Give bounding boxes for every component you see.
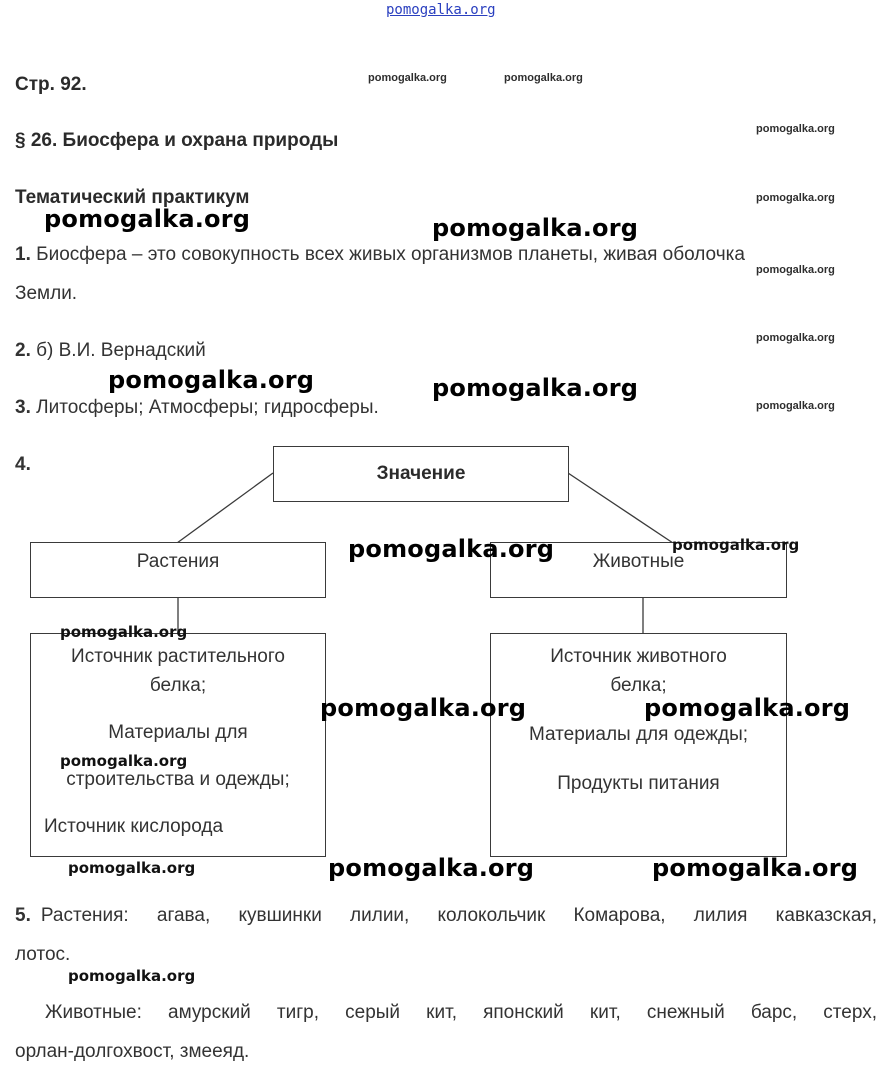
answer-4-number: 4. (15, 454, 31, 475)
connector-root-plants (177, 473, 273, 543)
watermark-small: pomogalka.org (368, 72, 447, 84)
watermark-large: pomogalka.org (652, 854, 859, 882)
diagram-animals-content-box (490, 633, 787, 857)
answer-5-animals-line-2: орлан-долгохвост, змееяд. (15, 1041, 250, 1062)
watermark-medium: pomogalka.org (68, 859, 196, 877)
animals-line: Продукты питания (557, 773, 720, 794)
watermark-large: pomogalka.org (320, 694, 527, 722)
watermark-small: pomogalka.org (756, 400, 835, 412)
plants-spacer (31, 794, 325, 812)
watermark-top-link[interactable]: pomogalka.org (386, 2, 496, 18)
answer-2-number: 2. (15, 340, 31, 361)
diagram-plants-box (30, 542, 326, 598)
connector-root-animals (568, 473, 673, 543)
watermark-small: pomogalka.org (756, 123, 835, 135)
answer-3-text: Литосферы; Атмосферы; гидросферы. (36, 397, 379, 418)
plants-content-list (31, 634, 325, 841)
watermark-medium: pomogalka.org (672, 536, 800, 554)
watermark-large: pomogalka.org (432, 214, 639, 242)
plants-line: Материалы для (108, 722, 248, 743)
animals-spacer (491, 749, 786, 769)
answer-5-number: 5. (15, 905, 31, 926)
watermark-large: pomogalka.org (108, 366, 315, 394)
section-title: § 26. Биосфера и охрана природы (15, 130, 339, 151)
answer-5-animals-line-1: Животные: амурский тигр, серый кит, японский кит, снежный барс, стерх, (45, 1002, 877, 1023)
answer-1-text: Биосфера – это совокупность всех живых организмов планеты, живая оболочка (36, 244, 745, 265)
answer-1-number: 1. (15, 244, 31, 265)
plants-line: Источник растительного (71, 646, 285, 667)
diagram-animals-title: Животные (592, 551, 685, 572)
diagram-root-label: Значение (376, 463, 466, 484)
answer-5-plants-line-1 (15, 905, 877, 927)
watermark-large: pomogalka.org (44, 205, 251, 233)
watermark-medium: pomogalka.org (68, 967, 196, 985)
diagram-plants-title: Растения (136, 551, 220, 572)
diagram-root-box (273, 446, 569, 502)
watermark-large: pomogalka.org (644, 694, 851, 722)
plants-line: строительства и одежды; (66, 769, 290, 790)
plants-spacer (31, 700, 325, 718)
watermark-large: pomogalka.org (432, 374, 639, 402)
answer-5-plants-line-2: лотос. (15, 944, 71, 965)
answer-3-number: 3. (15, 397, 31, 418)
watermark-large: pomogalka.org (348, 535, 555, 563)
answer-1-line-2: Земли. (15, 283, 78, 304)
diagram-plants-content-box (30, 633, 326, 857)
answer-2-text: б) В.И. Вернадский (36, 340, 206, 361)
watermark-large: pomogalka.org (328, 854, 535, 882)
watermark-small: pomogalka.org (756, 332, 835, 344)
watermark-small: pomogalka.org (504, 72, 583, 84)
answer-5-plants-text: Растения: агава, кувшинки лилии, колокольчик Комарова, лилия кавказская, (40, 905, 877, 926)
plants-line: Источник кислорода (44, 816, 224, 837)
animals-line: белка; (610, 675, 667, 696)
animals-line: Материалы для одежды; (528, 724, 749, 745)
watermark-small: pomogalka.org (756, 192, 835, 204)
watermark-small: pomogalka.org (756, 264, 835, 276)
watermark-medium: pomogalka.org (60, 623, 188, 641)
practicum-title: Тематический практикум (15, 187, 250, 208)
watermark-medium: pomogalka.org (60, 752, 188, 770)
page-number: Стр. 92. (15, 74, 87, 95)
plants-line: белка; (149, 675, 207, 696)
animals-line: Источник животного (550, 646, 727, 667)
